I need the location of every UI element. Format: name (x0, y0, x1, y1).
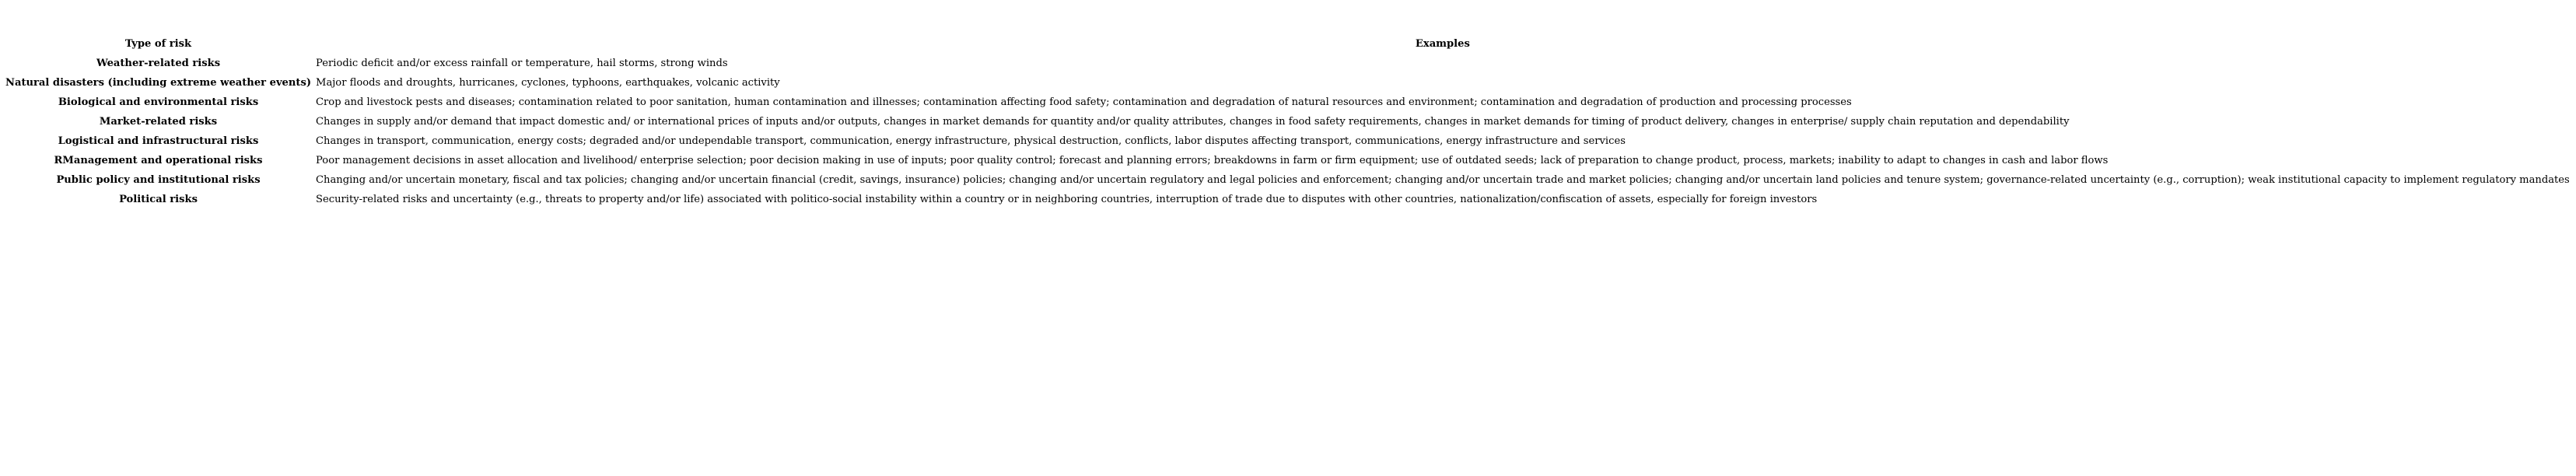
risk-type-cell: Market-related risks (99, 116, 218, 128)
table-row (3, 151, 2572, 170)
header-row (3, 34, 2572, 54)
table-row (3, 112, 2572, 131)
table-header (3, 34, 2572, 54)
risk-type-cell: RManagement and operational risks (54, 155, 263, 166)
risk-type-cell: Biological and environmental risks (58, 96, 259, 108)
risk-examples-cell: Periodic deficit and/or excess rainfall or temperature, hail storms, strong winds (316, 58, 728, 69)
table-row (3, 54, 2572, 73)
risk-examples-cell: Major floods and droughts, hurricanes, cyclones, typhoons, earthquakes, volcanic activity (316, 77, 780, 89)
table-row (3, 73, 2572, 93)
table-row (3, 190, 2572, 209)
risk-types-table (3, 34, 2572, 209)
risk-type-cell: Logistical and infrastructural risks (58, 135, 259, 147)
risk-examples-cell: Crop and livestock pests and diseases; contamination related to poor sanitation, human contamination and illnesses; contamination affecting food safety; contamination and degradation of natural resources and environment; contamination and degradation of production and processing processes (316, 96, 1852, 108)
risk-type-cell: Natural disasters (including extreme weather events) (5, 77, 312, 89)
risk-examples-cell: Changes in supply and/or demand that impact domestic and/ or international prices of inputs and/or outputs, changes in market demands for quantity and/or quality attributes, changes in food safety requirements, changes in market demands for timing of product delivery, changes in enterprise/ supply chain reputation and dependability (316, 116, 2070, 128)
header-examples: Examples (1415, 38, 1470, 50)
table-row (3, 131, 2572, 151)
risk-examples-cell: Poor management decisions in asset allocation and livelihood/ enterprise selection; poor decision making in use of inputs; poor quality control; forecast and planning errors; breakdowns in farm or firm equipment; use of outdated seeds; lack of preparation to change product, process, markets; inability to adapt to changes in cash and labor flows (316, 155, 2109, 166)
risk-type-cell: Public policy and institutional risks (56, 174, 261, 186)
risk-examples-cell: Changes in transport, communication, energy costs; degraded and/or undependable transport, communication, energy infrastructure, physical destruction, conflicts, labor disputes affecting transport, communications, energy infrastructure and services (316, 135, 1626, 147)
table-body (3, 54, 2572, 209)
risk-type-cell: Political risks (119, 194, 198, 205)
risk-type-cell: Weather-related risks (96, 58, 221, 69)
header-type-of-risk: Type of risk (124, 38, 192, 50)
table-row (3, 170, 2572, 190)
table-row (3, 93, 2572, 112)
risk-examples-cell: Changing and/or uncertain monetary, fiscal and tax policies; changing and/or uncertain financial (credit, savings, insurance) policies; changing and/or uncertain regulatory and legal policies and enforcement; changing and/or uncertain trade and market policies; changing and/or uncertain land policies and tenure system; governance-related uncertainty (e.g., corruption); weak institutional capacity to implement regulatory mandates (316, 174, 2570, 186)
risk-examples-cell: Security-related risks and uncertainty (e.g., threats to property and/or life) associated with politico-social instability within a country or in neighboring countries, interruption of trade due to disputes with other countries, nationalization/confiscation of assets, especially for foreign investors (316, 194, 1818, 205)
